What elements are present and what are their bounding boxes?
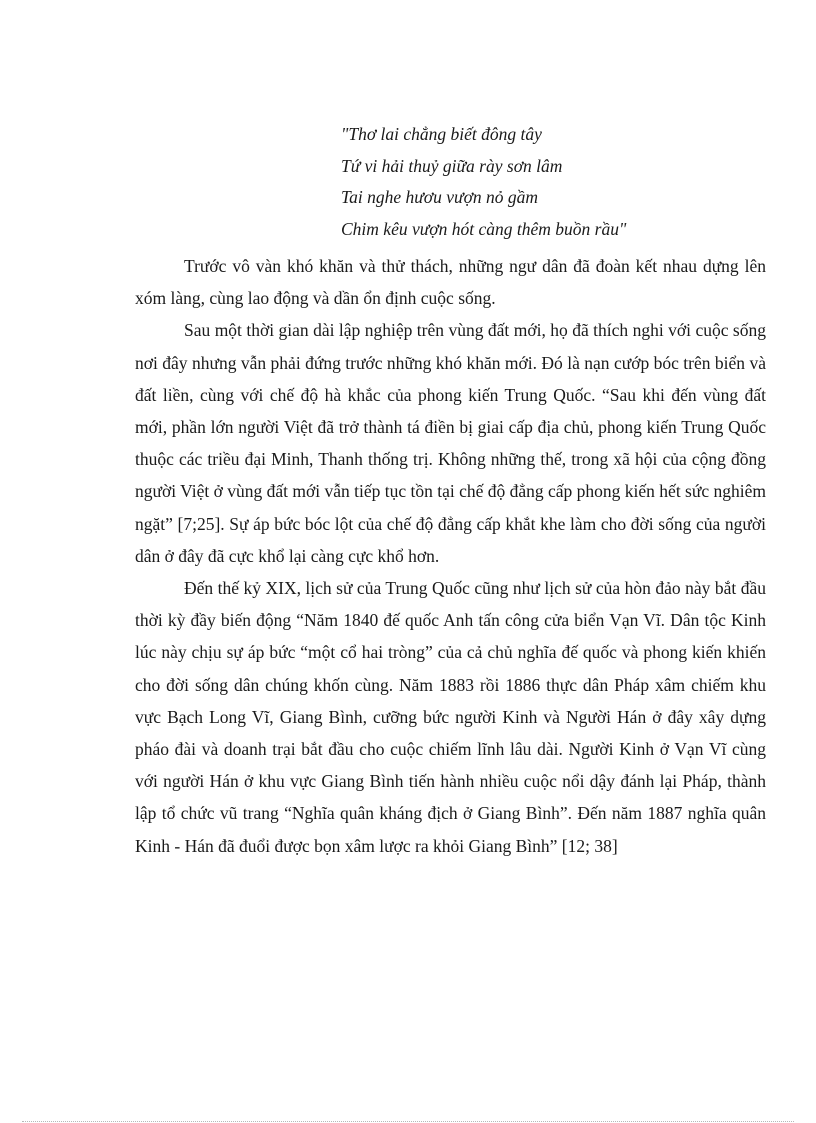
paragraph-1: Trước vô vàn khó khăn và thử thách, những ngư dân đã đoàn kết nhau dựng lên xóm làng, cùng lao động và dần ổn định cuộc sống. bbox=[135, 256, 766, 309]
paragraph-2: Sau một thời gian dài lập nghiệp trên vùng đất mới, họ đã thích nghi với cuộc sống nơi đây nhưng vẫn phải đứng trước những khó khăn mới. Đó là nạn cướp bóc trên biển và đất liền, cùng với chế độ hà khắc của phong kiến Trung Quốc. “Sau khi đến vùng đất mới, phần lớn người Việt đã trở thành tá điền bị giai cấp địa chủ, phong kiến Trung Quốc thuộc các triều đại Minh, Thanh thống trị. Không những thế, trong xã hội của cộng đồng người Việt ở vùng đất mới vẫn tiếp tục tồn tại chế độ đẳng cấp phong kiến hết sức nghiêm ngặt” [7;25]. Sự áp bức bóc lột của chế độ đẳng cấp khắt khe làm cho đời sống của người dân ở đây đã cực khổ lại càng cực khổ hơn. bbox=[135, 320, 766, 566]
poem-quote bbox=[341, 119, 626, 245]
page-bottom-divider bbox=[22, 1121, 794, 1122]
paragraph-3: Đến thế kỷ XIX, lịch sử của Trung Quốc cũng như lịch sử của hòn đảo này bắt đầu thời kỳ đầy biến động “Năm 1840 đế quốc Anh tấn công cửa biển Vạn Vĩ. Dân tộc Kinh lúc này chịu sự áp bức “một cổ hai tròng” của cả chủ nghĩa đế quốc và phong kiến khiến cho đời sống dân chúng khốn cùng. Năm 1883 rồi 1886 thực dân Pháp xâm chiếm khu vực Bạch Long Vĩ, Giang Bình, cưỡng bức người Kinh và Người Hán ở đây xây dựng pháo đài và doanh trại bắt đầu cho cuộc chiếm lĩnh lâu dài. Người Kinh ở Vạn Vĩ cùng với người Hán ở khu vực Giang Bình tiến hành nhiều cuộc nổi dậy đánh lại Pháp, thành lập tổ chức vũ trang “Nghĩa quân kháng địch ở Giang Bình”. Đến năm 1887 nghĩa quân Kinh - Hán đã đuổi được bọn xâm lược ra khỏi Giang Bình” [12; 38] bbox=[135, 578, 766, 856]
document-body bbox=[135, 250, 766, 862]
poem-line-2: Tứ vi hải thuỷ giữa rày sơn lâm bbox=[341, 155, 563, 176]
poem-line-1: "Thơ lai chẳng biết đông tây bbox=[341, 124, 542, 144]
poem-line-3: Tai nghe hươu vượn nỏ gầm bbox=[341, 187, 539, 207]
poem-line-4: Chim kêu vượn hót càng thêm buồn rầu" bbox=[341, 218, 627, 239]
